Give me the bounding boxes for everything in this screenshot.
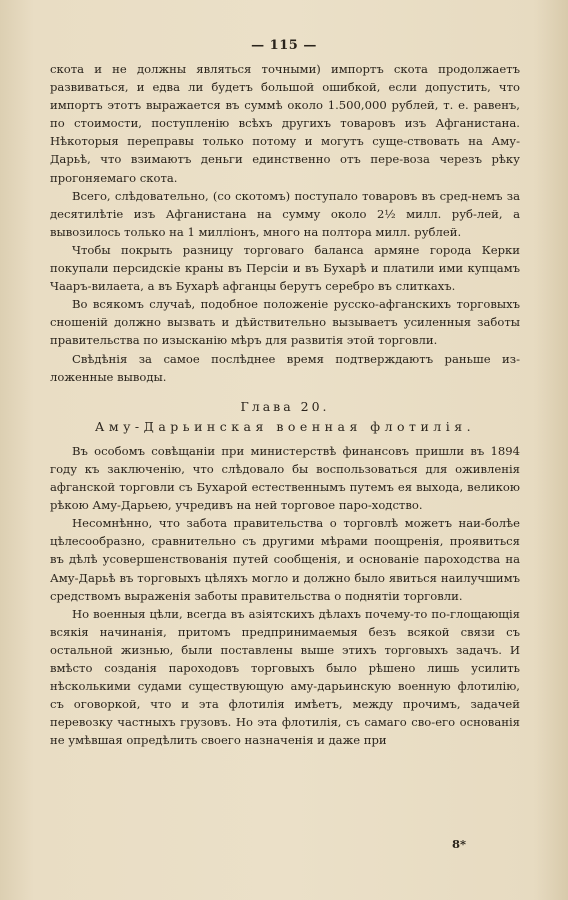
- paragraph-3: Чтобы покрыть разницу торговаго баланса армяне города Керки покупали персидскіе краны въ Персіи и въ Бухарѣ и платили ими купцамъ Чааръ-вилаета, а въ Бухарѣ афганцы берутъ серебро въ слиткахъ.: [50, 242, 520, 294]
- chapter-title: Аму-Дарьинская военная флотилія.: [94, 418, 476, 434]
- chapter-paragraph-2: Несомнѣнно, что забота правительства о торговлѣ можетъ наи-болѣе цѣлесообразно, сравнительно съ другими мѣрами поощренія, проявиться въ дѣлѣ усовершенствованія путей сообщенія, и основаніе пароходства на Аму-Дарьѣ въ торговыхъ цѣляхъ могло и должно было явиться наилучшимъ средствомъ выраженія заботы правительства о поднятіи торговли.: [50, 516, 520, 603]
- paragraph-1: скота и не должны являться точными) импортъ скота продолжаетъ развиваться, и едва ли будетъ большой ошибкой, если допустить, что импортъ этотъ выражается въ суммѣ около 1.500,000 рублей, т. е. равенъ, по стоимости, поступленію всѣхъ другихъ товаровъ изъ Афганистана. Нѣкоторыя переправы только потому и могутъ суще-ствовать на Аму-Дарьѣ, что взимаютъ деньги единственно отъ пере-воза черезъ рѣку прогоняемаго скота.: [50, 62, 520, 185]
- chapter-paragraph-1: Въ особомъ совѣщаніи при министерствѣ финансовъ пришли въ 1894 году къ заключенію, что слѣдовало бы воспользоваться для оживленія афганской торговли съ Бухарой естественнымъ путемъ ея выхода, великою рѣкою Аму-Дарьею, учредивъ на ней торговое паро-ходство.: [50, 443, 520, 513]
- paragraph-4: Во всякомъ случаѣ, подобное положеніе русско-афганскихъ торговыхъ сношеній должно вызвать и дѣйствительно вызываетъ усиленныя заботы правительства по изысканію мѣръ для развитія этой торговли.: [50, 297, 520, 348]
- chapter-paragraph-3: Но военныя цѣли, всегда въ азіятскихъ дѣлахъ почему-то по-глощающія всякія начинанія, притомъ предпринимаемыя безъ всякой связи съ остальной жизнью, были поставлены выше этихъ торговыхъ задачъ. И вмѣсто созданія пароходовъ торговыхъ было рѣшено лишь усилить нѣсколькими судами существующую аму-дарьинскую военную флотилію, съ оговоркой, что и эта флотилія имѣетъ, между прочимъ, задачей перевозку частныхъ грузовъ. Но эта флотилія, съ самаго сво-его основанія не умѣвшая опредѣлить своего назначенія и даже при: [50, 606, 520, 748]
- printer-signature-mark: 8*: [452, 837, 467, 851]
- paragraph-2: Всего, слѣдовательно, (со скотомъ) поступало товаровъ въ сред-немъ за десятилѣтіе изъ Афганистана на сумму около 2½ милл. руб-лей, а вывозилось только на 1 милліонъ, много на полтора милл. рублей.: [50, 188, 520, 239]
- page-number: — 115 —: [251, 38, 317, 53]
- page-body: [50, 60, 520, 749]
- chapter-heading: Глава 20.: [240, 398, 330, 414]
- paragraph-5: Свѣдѣнія за самое послѣднее время подтверждаютъ раньше из-ложенные выводы.: [50, 351, 520, 384]
